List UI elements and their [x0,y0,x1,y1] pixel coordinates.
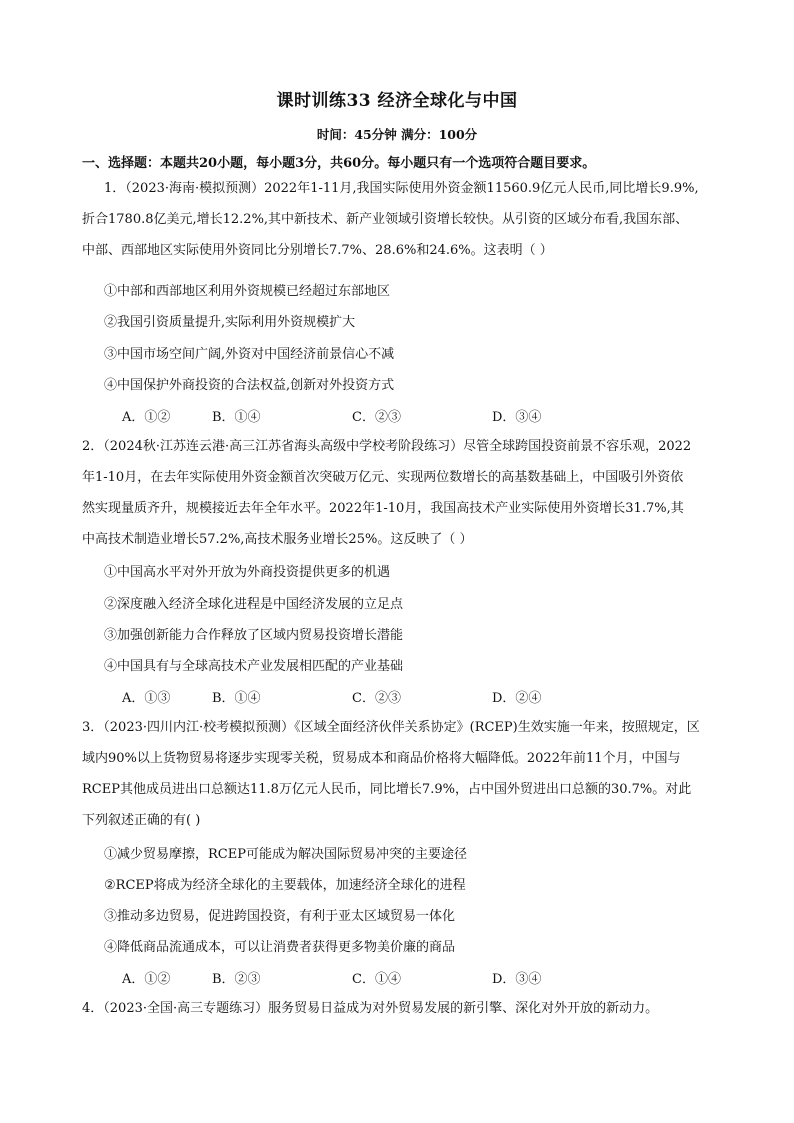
choice-b[interactable]: B．①④ [212,691,261,706]
question-2-statement: ②深度融入经济全球化进程是中国经济发展的立足点 [104,597,404,612]
question-1-statement: ①中部和西部地区利用外资规模已经超过东部地区 [104,284,391,299]
choice-a[interactable]: A．①② [122,410,171,425]
question-1-statement: ④中国保护外商投资的合法权益,创新对外投资方式 [104,378,395,393]
question-1-statement: ②我国引资质量提升,实际利用外资规模扩大 [104,315,356,330]
question-1-line: 1．（2023·海南·模拟预测）2022年1-11月,我国实际使用外资金额11560.9亿元人民币,同比增长9.9%, [104,181,699,196]
question-3-statement: ④降低商品流通成本，可以让消费者获得更多物美价廉的商品 [104,940,456,955]
question-2-statement: ③加强创新能力合作释放了区域内贸易投资增长潜能 [104,628,404,643]
question-3-line: 域内90%以上货物贸易将逐步实现零关税，贸易成本和商品价格将大幅降低。2022年前11个月，中国与 [82,751,681,766]
question-3-statement: ②RCEP将成为经济全球化的主要载体，加速经济全球化的进程 [104,878,466,893]
choice-d[interactable]: D．③④ [492,972,542,987]
question-3-line: 3．（2023·四川内江·校考模拟预测）《区域全面经济伙伴关系协定》(RCEP)生效实施一年来，按照规定，区 [82,720,700,735]
question-3-line: 下列叙述正确的有( ) [82,813,201,828]
question-1-statement: ③中国市场空间广阔,外资对中国经济前景信心不减 [104,347,395,362]
choice-a[interactable]: A．①③ [122,691,171,706]
question-3-line: RCEP其他成员进出口总额达11.8万亿元人民币，同比增长7.9%，占中国外贸进出口总额的30.7%。对此 [82,782,692,797]
question-2-statement: ①中国高水平对外开放为外商投资提供更多的机遇 [104,565,391,580]
question-3-statement: ①减少贸易摩擦，RCEP可能成为解决国际贸易冲突的主要途径 [104,847,467,862]
question-3-stem [82,712,722,836]
choice-c[interactable]: C．①④ [352,972,401,987]
question-3-statement: ③推动多边贸易，促进跨国投资，有利于亚太区域贸易一体化 [104,909,456,924]
question-2-stem [82,431,722,555]
question-4-line: 4．（2023·全国·高三专题练习）服务贸易日益成为对外贸易发展的新引擎、深化对外开放的新动力。 [82,1001,659,1016]
choice-b[interactable]: B．①④ [212,410,261,425]
choice-b[interactable]: B．②③ [212,972,261,987]
question-2-line: 中高技术制造业增长57.2%,高技术服务业增长25%。这反映了（ ） [82,532,473,547]
question-2-line: 年1-10月，在去年实际使用外资金额首次突破万亿元、实现两位数增长的高基数基础上，中国吸引外资依 [82,470,684,485]
section-heading: 一、选择题：本题共20小题，每小题3分，共60分。每小题只有一个选项符合题目要求。 [82,156,596,171]
question-2-line: 然实现量质齐升，规模接近去年全年水平。2022年1-10月，我国高技术产业实际使用外资增长31.7%,其 [82,501,684,516]
question-1-stem [82,173,722,266]
question-1-line: 中部、西部地区实际使用外资同比分别增长7.7%、28.6%和24.6%。这表明（ ） [82,243,553,258]
question-2-statement: ④中国具有与全球高技术产业发展相匹配的产业基础 [104,659,404,674]
choice-d[interactable]: D．③④ [492,410,542,425]
question-2-line: 2．（2024秋·江苏连云港·高三江苏省海头高级中学校考阶段练习）尽管全球跨国投资前景不容乐观，2022 [82,439,692,454]
choice-d[interactable]: D．②④ [492,691,542,706]
time-score-info: 时间：45分钟 满分：100分 [316,127,478,142]
page-title: 课时训练33 经济全球化与中国 [276,91,518,111]
question-4-stem [82,993,722,1024]
choice-a[interactable]: A．①② [122,972,171,987]
question-1-line: 折合1780.8亿美元,增长12.2%,其中新技术、新产业领域引资增长较快。从引资的区域分布看,我国东部、 [82,212,689,227]
choice-c[interactable]: C．②③ [352,691,401,706]
choice-c[interactable]: C．②③ [352,410,401,425]
